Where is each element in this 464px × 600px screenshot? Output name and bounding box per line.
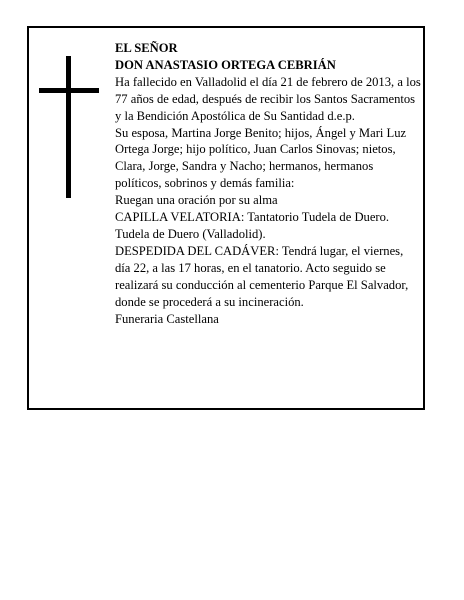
- cross-horizontal-bar: [39, 88, 99, 93]
- latin-cross-icon: [39, 56, 99, 198]
- deceased-name: DON ANASTASIO ORTEGA CEBRIÁN: [115, 57, 336, 72]
- farewell-info: DESPEDIDA DEL CADÁVER: Tendrá lugar, el viernes, día 22, a las 17 horas, en el tanatorio. Acto seguido se realizará su conducción al cementerio Parque El Salvador, donde se procederá a su incineración.: [115, 243, 409, 309]
- prayer-request: Ruegan una oración por su alma: [115, 193, 278, 208]
- obituary-notice: [27, 26, 425, 410]
- chapel-info: CAPILLA VELATORIA: Tantatorio Tudela de Duero. Tudela de Duero (Valladolid).: [115, 210, 390, 241]
- funeral-home: Funeraria Castellana: [115, 311, 219, 326]
- obituary-text: [115, 40, 421, 327]
- death-info: Ha fallecido en Valladolid el día 21 de febrero de 2013, a los 77 años de edad, después de recibir los Santos Sacramentos y la Bendición Apostólica de Su Santidad d.e.p.: [115, 74, 421, 123]
- notice-title: EL SEÑOR: [115, 41, 178, 55]
- family-members: Su esposa, Martina Jorge Benito; hijos, Ángel y Mari Luz Ortega Jorge; hijo político, Juan Carlos Sinovas; nietos, Clara, Jorge, Sandra y Nacho; hermanos, hermanos políticos, sobrinos y demás familia:: [115, 125, 407, 191]
- cross-vertical-bar: [66, 56, 71, 198]
